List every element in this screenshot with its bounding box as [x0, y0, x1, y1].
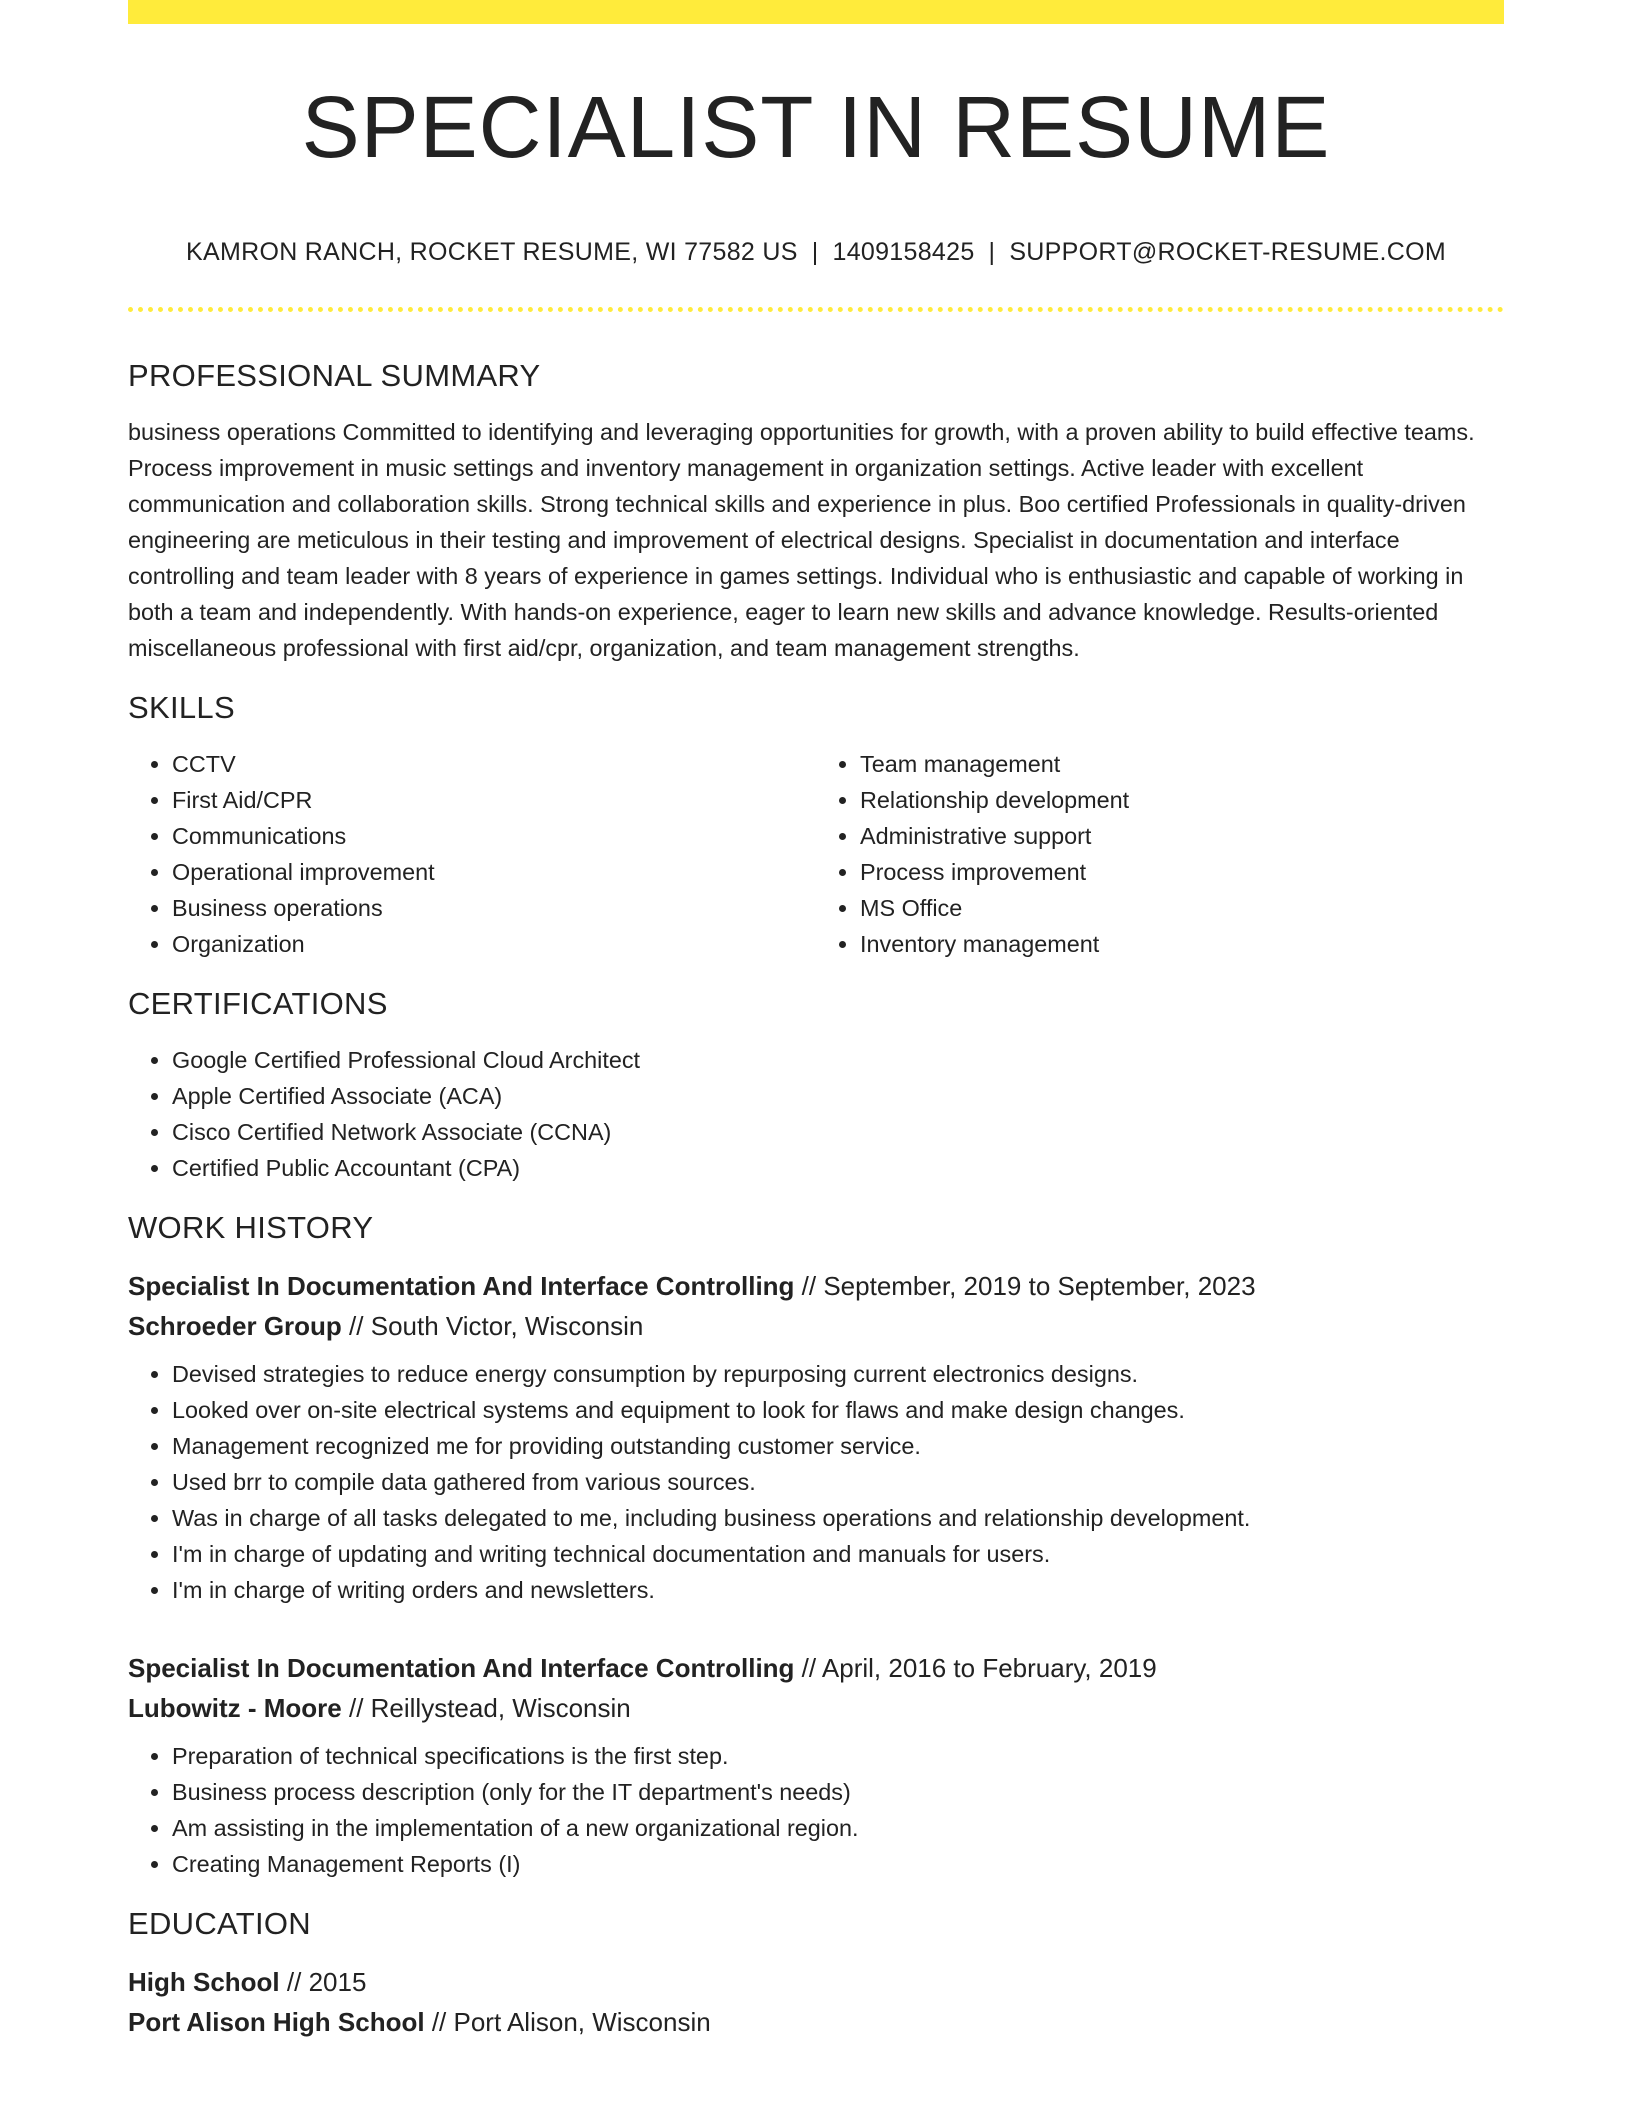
job-duty: • Devised strategies to reduce energy consumption by repurposing current electronics designs.	[172, 1356, 1504, 1392]
education-school-line	[128, 2002, 1504, 2042]
section-heading: CERTIFICATIONS	[128, 986, 388, 1021]
job-duty: • Was in charge of all tasks delegated to me, including business operations and relationship development.	[172, 1500, 1504, 1536]
skill-item: • Team management	[860, 746, 1504, 782]
education-year: // 2015	[279, 1967, 367, 1997]
skills-list-left	[128, 746, 816, 962]
candidate-name: SPECIALIST IN RESUME	[301, 79, 1331, 176]
job-title-line	[128, 1648, 1504, 1688]
contact-phone: 1409158425	[832, 238, 975, 266]
job-company-line	[128, 1306, 1504, 1346]
job-company: Lubowitz - Moore	[128, 1693, 342, 1723]
job-duty: • Business process description (only for the IT department's needs)	[172, 1774, 1504, 1810]
certification-item: • Apple Certified Associate (ACA)	[172, 1078, 1504, 1114]
summary-section	[128, 354, 1504, 666]
job-duty: • Management recognized me for providing outstanding customer service.	[172, 1428, 1504, 1464]
job-duty: • I'm in charge of writing orders and newsletters.	[172, 1572, 1504, 1608]
certifications-section	[128, 982, 1504, 1186]
education-school: Port Alison High School	[128, 2007, 425, 2037]
contact-email: SUPPORT@ROCKET-RESUME.COM	[1009, 238, 1446, 266]
job-company-line	[128, 1688, 1504, 1728]
education-degree-line	[128, 1962, 1504, 2002]
contact-separator: |	[811, 238, 819, 266]
skill-item: • Business operations	[172, 890, 816, 926]
certification-item: • Cisco Certified Network Associate (CCNA)	[172, 1114, 1504, 1150]
certification-item: • Google Certified Professional Cloud Architect	[172, 1042, 1504, 1078]
skill-item: • Inventory management	[860, 926, 1504, 962]
skill-item: • Communications	[172, 818, 816, 854]
section-heading: WORK HISTORY	[128, 1210, 374, 1245]
skill-item: • Organization	[172, 926, 816, 962]
education-section	[128, 1902, 1504, 2042]
section-heading: EDUCATION	[128, 1906, 311, 1941]
job-duty: • Creating Management Reports (I)	[172, 1846, 1504, 1882]
skills-section	[128, 686, 1504, 962]
section-heading: SKILLS	[128, 690, 235, 725]
contact-address: KAMRON RANCH, ROCKET RESUME, WI 77582 US	[186, 238, 798, 266]
job-duties-list	[128, 1738, 1504, 1882]
certifications-list	[128, 1042, 1504, 1186]
education-degree: High School	[128, 1967, 280, 1997]
job-duty: • Preparation of technical specifications is the first step.	[172, 1738, 1504, 1774]
certification-item: • Certified Public Accountant (CPA)	[172, 1150, 1504, 1186]
job-title-line	[128, 1266, 1504, 1306]
job-title: Specialist In Documentation And Interface Controlling	[128, 1653, 795, 1683]
skill-item: • First Aid/CPR	[172, 782, 816, 818]
contact-line	[128, 238, 1504, 267]
skill-item: • Relationship development	[860, 782, 1504, 818]
job-duty: • Used brr to compile data gathered from various sources.	[172, 1464, 1504, 1500]
job-title: Specialist In Documentation And Interface Controlling	[128, 1271, 795, 1301]
skills-columns	[128, 746, 1504, 962]
contact-separator: |	[988, 238, 996, 266]
education-entry	[128, 1962, 1504, 2042]
accent-bar	[128, 0, 1504, 24]
skill-item: • MS Office	[860, 890, 1504, 926]
job-location: // South Victor, Wisconsin	[341, 1311, 644, 1341]
job-dates: // September, 2019 to September, 2023	[794, 1271, 1256, 1301]
skills-list-right	[816, 746, 1504, 962]
job-dates: // April, 2016 to February, 2019	[794, 1653, 1157, 1683]
job-entry	[128, 1266, 1504, 1608]
header-divider	[128, 307, 1504, 312]
skill-item: • Operational improvement	[172, 854, 816, 890]
education-location: // Port Alison, Wisconsin	[424, 2007, 711, 2037]
job-duty: • Am assisting in the implementation of a new organizational region.	[172, 1810, 1504, 1846]
skill-item: • CCTV	[172, 746, 816, 782]
work-history-section	[128, 1206, 1504, 1882]
job-entry	[128, 1648, 1504, 1882]
job-duty: • Looked over on-site electrical systems and equipment to look for flaws and make design changes.	[172, 1392, 1504, 1428]
skill-item: • Process improvement	[860, 854, 1504, 890]
summary-text: business operations Committed to identifying and leveraging opportunities for growth, with a proven ability to build effective teams. Process improvement in music settings and inventory management in organization settings. Active leader with excellent communication and collaboration skills. Strong technical skills and experience in plus. Boo certified Professionals in quality-driven engineering are meticulous in their testing and improvement of electrical designs. Specialist in documentation and interface controlling and team leader with 8 years of experience in games settings. Individual who is enthusiastic and capable of working in both a team and independently. With hands-on experience, eager to learn new skills and advance knowledge. Results-oriented miscellaneous professional with first aid/cpr, organization, and team management strengths.	[128, 419, 1475, 661]
resume-body	[128, 354, 1504, 2042]
job-duties-list	[128, 1356, 1504, 1608]
section-heading: PROFESSIONAL SUMMARY	[128, 358, 541, 393]
job-company: Schroeder Group	[128, 1311, 342, 1341]
job-location: // Reillystead, Wisconsin	[341, 1693, 631, 1723]
skill-item: • Administrative support	[860, 818, 1504, 854]
job-duty: • I'm in charge of updating and writing technical documentation and manuals for users.	[172, 1536, 1504, 1572]
